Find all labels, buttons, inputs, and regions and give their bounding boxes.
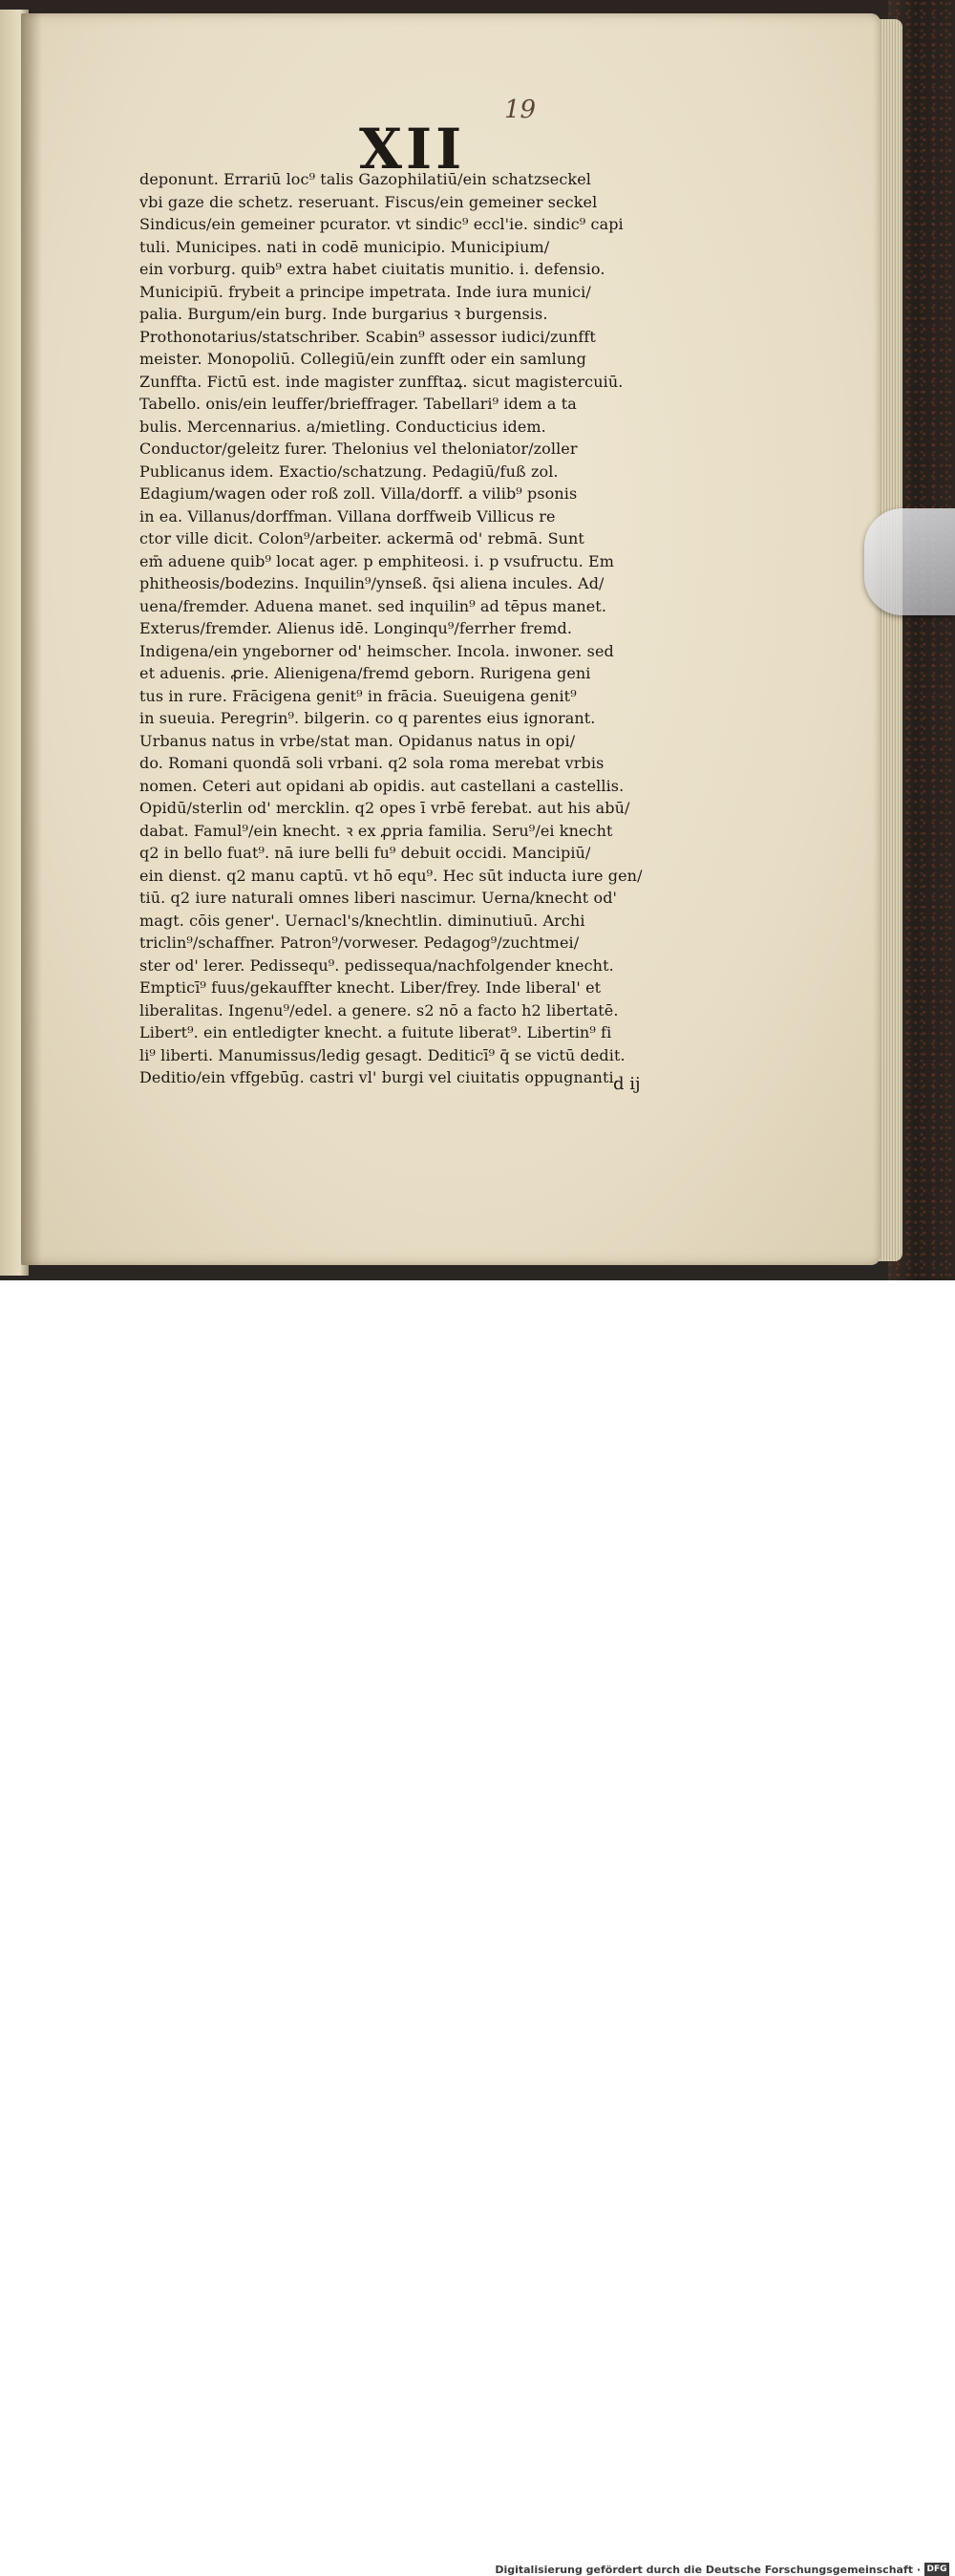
text-line: nomen. Ceteri aut opidani ab opidis. aut castellani a castellis.: [139, 776, 625, 795]
signature-mark: d ij: [613, 1074, 641, 1094]
text-line: bulis. Mercennarius. a/mietling. Conducticius idem.: [139, 417, 546, 436]
text-line: Prothonotarius/statschriber. Scabin⁹ assessor iudici/zunfft: [139, 327, 596, 346]
footer-credit: Digitalisierung gefördert durch die Deutsche Forschungsgemeinschaft ·: [495, 2564, 921, 2576]
text-line: tus in rure. Frācigena genit⁹ in frācia. Sueuigena genit⁹: [139, 686, 577, 705]
text-line: deponunt. Errariū loc⁹ talis Gazophilatiū/ein schatzseckel: [139, 170, 592, 188]
text-block: [139, 168, 703, 1089]
text-line: ein vorburg. quib⁹ extra habet ciuitatis munitio. i. defensio.: [139, 260, 605, 278]
scan-image: [0, 0, 955, 1280]
text-line: em̄ aduene quib⁹ locat ager. p emphiteosi. i. p vsufructu. Em: [139, 551, 615, 570]
text-line: Municipiū. frybeit a principe impetrata. Inde iura munici/: [139, 282, 591, 301]
text-line: tiū. q2 iure naturali omnes liberi nascimur. Uerna/knecht od': [139, 889, 618, 907]
text-line: Exterus/fremder. Alienus idē. Longinqu⁹/ferrher fremd.: [139, 619, 573, 637]
text-line: in sueuia. Peregrin⁹. bilgerin. co q parentes eius ignorant.: [139, 709, 596, 727]
page-clip: [864, 508, 955, 615]
text-line: do. Romani quondā soli vrbani. q2 sola roma merebat vrbis: [139, 754, 605, 772]
text-line: q2 in bello fuat⁹. nā iure belli fu⁹ debuit occidi. Mancipiū/: [139, 844, 591, 862]
text-line: Empticī⁹ fuus/gekauffter knecht. Liber/frey. Inde liberal' et: [139, 978, 602, 997]
text-line: et aduenis. ꝓrie. Alienigena/fremd geborn. Rurigena geni: [139, 664, 591, 682]
dfg-logo: DFG: [924, 2563, 949, 2576]
text-line: Conductor/geleitz furer. Thelonius vel theloniator/zoller: [139, 440, 578, 458]
text-line: liberalitas. Ingenu⁹/edel. a genere. s2 nō a facto h2 libertatē.: [139, 1000, 619, 1020]
text-line: palia. Burgum/ein burg. Inde burgarius ꝛ burgensis.: [139, 305, 548, 323]
text-line: Publicanus idem. Exactio/schatzung. Pedagiū/fuß zol.: [139, 462, 559, 481]
text-line: vbi gaze die schetz. reseruant. Fiscus/ein gemeiner seckel: [139, 192, 598, 211]
text-line: magt. cōis gener'. Uernacl's/knechtlin. diminutiuū. Archi: [139, 911, 585, 930]
text-line: dabat. Famul⁹/ein knecht. ꝛ ex ꝓpria familia. Seru⁹/ei knecht: [139, 821, 613, 840]
text-line: Sindicus/ein gemeiner pcurator. vt sindic⁹ eccl'ie. sindic⁹ capi: [139, 215, 624, 233]
text-line: Indigena/ein yngeborner od' heimscher. Incola. inwoner. sed: [139, 641, 614, 660]
text-line: tuli. Municipes. nati in codē municipio. Municipium/: [139, 237, 550, 256]
gutter-shadow: [21, 13, 42, 1265]
text-line: Opidū/sterlin od' mercklin. q2 opes ī vrbē ferebat. aut his abū/: [139, 799, 630, 817]
footer-bar: [0, 1280, 955, 2576]
text-line: uena/fremder. Aduena manet. sed inquilin⁹ ad tēpus manet.: [139, 596, 607, 615]
text-line: ster od' lerer. Pedissequ⁹. pedissequa/nachfolgender knecht.: [139, 955, 614, 975]
text-line: Zunffta. Fictū est. inde magister zunfftaꝝ. sicut magistercuiū.: [139, 372, 624, 391]
text-line: ein dienst. q2 manu captū. vt hō equ⁹. Hec sūt inducta iure gen/: [139, 866, 643, 885]
text-line: Deditio/ein vffgebūg. castri vl' burgi vel ciuitatis oppugnanti.: [139, 1068, 619, 1086]
text-line: Tabello. onis/ein leuffer/brieffrager. Tabellari⁹ idem a ta: [139, 395, 577, 413]
text-line: ctor ville dicit. Colon⁹/arbeiter. ackermā od' rebmā. Sunt: [139, 529, 584, 547]
text-line: in ea. Villanus/dorffman. Villana dorffweib Villicus re: [139, 506, 556, 526]
text-line: Libert⁹. ein entledigter knecht. a fuitute liberat⁹. Libertin⁹ fi: [139, 1023, 612, 1041]
handwritten-folio: 19: [504, 96, 537, 124]
running-title: XII: [359, 117, 466, 182]
text-line: triclin⁹/schaffner. Patron⁹/vorweser. Pedagog⁹/zuchtmei/: [139, 934, 580, 952]
binding-board-top: [0, 0, 955, 13]
text-line: Urbanus natus in vrbe/stat man. Opidanus natus in opi/: [139, 731, 576, 750]
text-line: li⁹ liberti. Manumissus/ledig gesagt. Dediticī⁹ q̄ se victū dedit.: [139, 1045, 626, 1064]
text-line: Edagium/wagen oder roß zoll. Villa/dorff. a vilib⁹ psonis: [139, 484, 578, 503]
text-line: meister. Monopoliū. Collegiū/ein zunfft oder ein samlung: [139, 350, 587, 368]
text-line: phitheosis/bodezins. Inquilin⁹/ynseß. q̄si aliena incules. Ad/: [139, 574, 605, 592]
